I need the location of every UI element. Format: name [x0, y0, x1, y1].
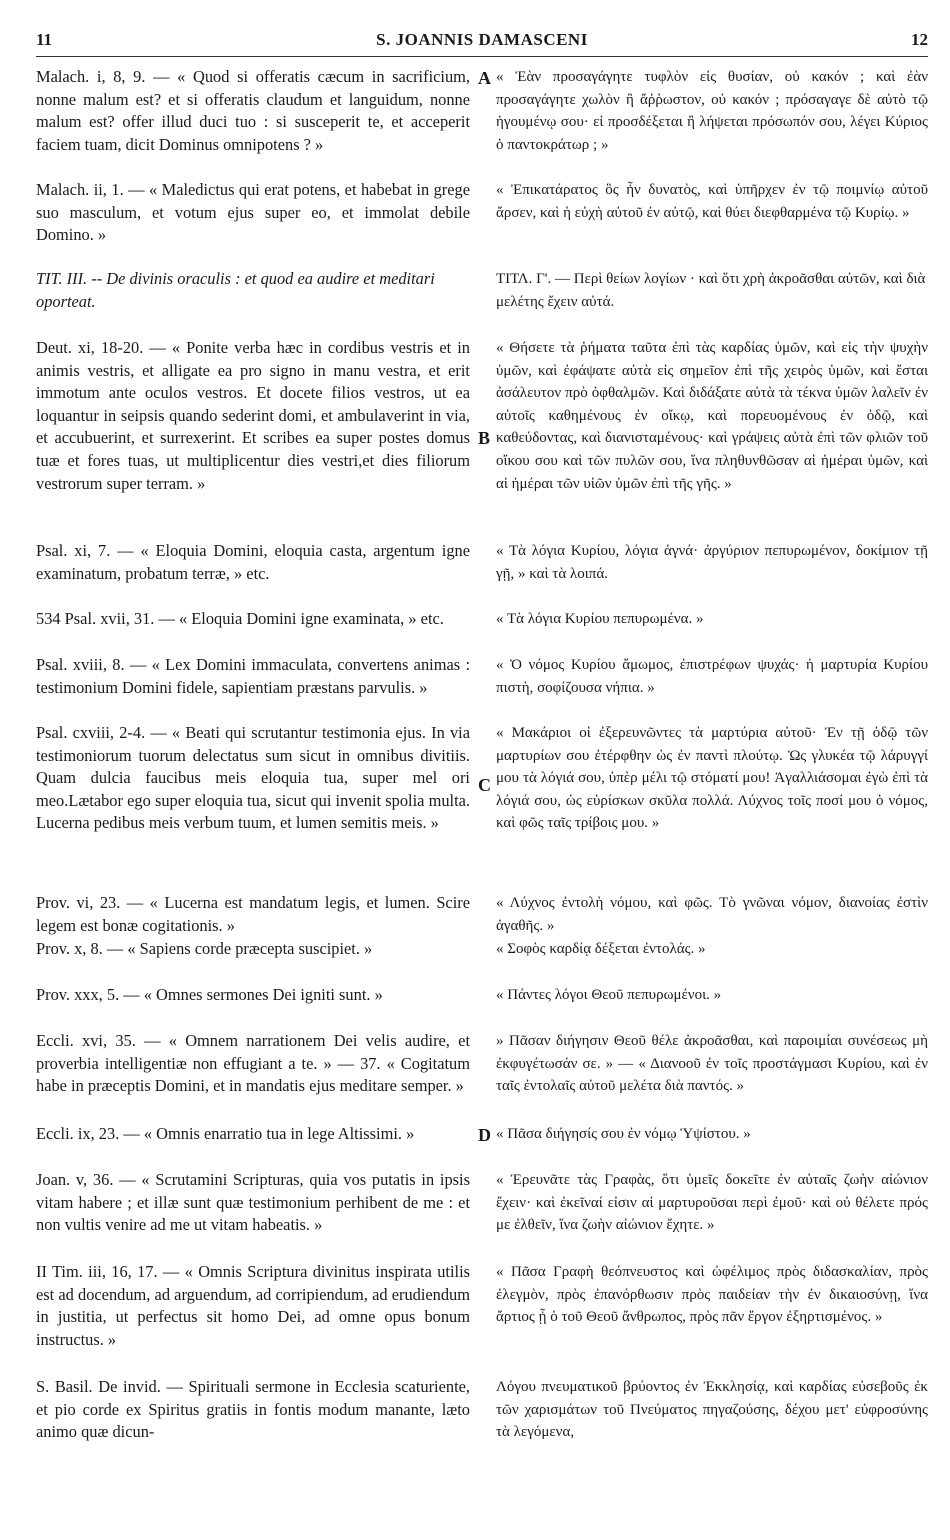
latin-paragraph: II Tim. iii, 16, 17. — « Omnis Scriptura divinitus inspirata utilis est ad docendum, ad arguendum, ad corripiendum, ad erudiendum in justitia, ut perfectus sit homo Dei, ad omne opus bonum instructus. »: [36, 1262, 470, 1349]
latin-paragraph: Malach. i, 8, 9. — « Quod si offeratis cæcum in sacrificium, nonne malum est? et si offeratis claudum et languidum, nonne malum est? offer illud duci tuo : si susceperit te, et acceperit faciem tuam, dicit Dominus omnipotens ? »: [36, 67, 470, 154]
greek-paragraph: » Πᾶσαν διήγησιν Θεοῦ θέλε ἀκροᾶσθαι, καὶ παροιμίαι συνέσεως μὴ ἐκφυγέτωσάν σε. » — « Διανοοῦ ἐν τοῖς προστάγμασι Κυρίου, καὶ ἐν ταῖς ἐντολαῖς αὐτοῦ μελέτα διὰ παντός. »: [496, 1033, 928, 1095]
latin-paragraph: Malach. ii, 1. — « Maledictus qui erat potens, et habebat in grege suo masculum, et votum ejus super eo, et immolat debile Domino. »: [36, 180, 470, 245]
greek-paragraph: « Πᾶσα διήγησίς σου ἐν νόμῳ Ὑψίστου. »: [496, 1126, 751, 1142]
running-title: S. JOANNIS DAMASCENI: [376, 30, 588, 49]
latin-paragraph: Eccli. ix, 23. — « Omnis enarratio tua in lege Altissimi. »: [36, 1124, 415, 1143]
latin-paragraph: Deut. xi, 18-20. — « Ponite verba hæc in cordibus vestris et in animis vestris, et alligate ea pro signo in manu vestra, et erit immotum ante oculos vestros. Et docete filios vestros, ut ea loquantur in seipsis quando sederint domi, et ambulaverint in via, et accubuerint, et surrexerint. Et scribes ea super postes domus tuæ et fores tuas, ut multiplicentur dies vestri,et dies filiorum vestrorum super terram. »: [36, 338, 470, 493]
margin-letter-a: A: [478, 68, 491, 88]
page-number-right: 12: [911, 30, 928, 49]
latin-paragraph: 534 Psal. xvii, 31. — « Eloquia Domini igne examinata, » etc.: [36, 609, 444, 628]
greek-paragraph: « Σοφὸς καρδίᾳ δέξεται ἐντολάς. »: [496, 941, 706, 957]
margin-letter-c: C: [478, 775, 491, 795]
latin-paragraph: Psal. xviii, 8. — « Lex Domini immaculata, convertens animas : testimonium Domini fidele, sapientiam præstans parvulis. »: [36, 655, 470, 697]
greek-paragraph: « Ἐπικατάρατος ὃς ἦν δυνατὸς, καὶ ὑπῆρχεν ἐν τῷ ποιμνίῳ αὐτοῦ ἄρσεν, καὶ ἡ εὐχὴ αὐτοῦ ἐν αὐτῷ, καὶ θύει διεφθαρμένα τῷ Κυρίῳ. »: [496, 182, 928, 221]
latin-paragraph: Eccli. xvi, 35. — « Omnem narrationem Dei velis audire, et proverbia intelligentiæ non effugiant a te. » — 37. « Cogitatum habe in præceptis Domini, et in mandatis ejus meditare semper. »: [36, 1031, 470, 1096]
latin-paragraph: Psal. xi, 7. — « Eloquia Domini, eloquia casta, argentum igne examinatum, probatum terræ, » etc.: [36, 541, 470, 583]
latin-paragraph: S. Basil. De invid. — Spirituali sermone in Ecclesia scaturiente, et pio corde ex Spiritus gratiis in fontis modum manante, læto animo quæ dicun-: [36, 1377, 470, 1442]
running-header: [36, 30, 928, 57]
greek-paragraph: « Ἐὰν προσαγάγητε τυφλὸν εἰς θυσίαν, οὐ κακόν ; καὶ ἐὰν προσαγάγητε χωλὸν ἢ ἄῤῥωστον, οὐ κακόν ; πρόσαγαγε δὲ αὐτὸ τῷ ἡγουμένῳ σου· εἰ προσδέξεται ἢ λήψεται πρόσωπόν σου, λέγει Κύριος ὁ παντοκράτωρ ; »: [496, 69, 928, 153]
greek-paragraph: « Ὁ νόμος Κυρίου ἄμωμος, ἐπιστρέφων ψυχάς· ἡ μαρτυρία Κυρίου πιστὴ, σοφίζουσα νήπια. »: [496, 657, 928, 696]
greek-paragraph: « Πάντες λόγοι Θεοῦ πεπυρωμένοι. »: [496, 987, 722, 1003]
margin-letter-b: B: [478, 428, 491, 448]
margin-letter-d: D: [478, 1125, 491, 1145]
latin-paragraph: Prov. x, 8. — « Sapiens corde præcepta suscipiet. »: [36, 939, 373, 958]
latin-paragraph: Psal. cxviii, 2-4. — « Beati qui scrutantur testimonia ejus. In via testimoniorum tuorum delectatus sum sicut in omnibus divitiis. Quam dulcia faucibus meis eloquia tua, super mel ori meo.Lætabor ego super eloquia tua, sicut qui invenit spolia multa. Lucerna pedibus meis verbum tuum, et lumen semitis meis. »: [36, 723, 470, 833]
greek-paragraph: « Τὰ λόγια Κυρίου πεπυρωμένα. »: [496, 611, 704, 627]
page-number-left: 11: [36, 30, 53, 49]
greek-paragraph: « Λύχνος ἐντολὴ νόμου, καὶ φῶς. Τὸ γνῶναι νόμον, διανοίας ἐστὶν ἀγαθῆς. »: [496, 895, 928, 934]
greek-paragraph: « Τὰ λόγια Κυρίου, λόγια ἁγνά· ἀργύριον πεπυρωμένον, δοκίμιον τῇ γῇ, » καὶ τὰ λοιπά.: [496, 543, 928, 582]
latin-paragraph: Joan. v, 36. — « Scrutamini Scripturas, quia vos putatis in ipsis vitam habere ; et illæ sunt quæ testimonium perhibent de me : et non vultis venire ad me ut vitam habeatis. »: [36, 1170, 470, 1235]
latin-paragraph: Prov. xxx, 5. — « Omnes sermones Dei igniti sunt. »: [36, 985, 383, 1004]
greek-paragraph: « Πᾶσα Γραφὴ θεόπνευστος καὶ ὠφέλιμος πρὸς διδασκαλίαν, πρὸς ἐλεγμὸν, πρὸς ἐπανόρθωσιν πρὸς παιδείαν τὴν ἐν δικαιοσύνῃ, ἵνα ἄρτιος ᾖ ὁ τοῦ Θεοῦ ἄνθρωπος, πρὸς πᾶν ἔργον ἐξηρτισμένος. »: [496, 1264, 928, 1326]
latin-title: TIT. III. -- De divinis oraculis : et quod ea audire et meditari oporteat.: [36, 269, 435, 311]
greek-title: ΤΙΤΛ. Γ'. — Περὶ θείων λογίων · καὶ ὅτι χρὴ ἀκροᾶσθαι αὐτῶν, καὶ διὰ μελέτης ἔχειν αὐτά.: [496, 271, 926, 310]
greek-paragraph: « Θήσετε τὰ ῥήματα ταῦτα ἐπὶ τὰς καρδίας ὑμῶν, καὶ εἰς τὴν ψυχὴν ὑμῶν, καὶ ἐφάψατε αὐτὰ εἰς σημεῖον ἐπὶ τῆς χειρὸς ὑμῶν, καὶ ἔσται ἀσάλευτον πρὸ ὀφθαλμῶν. Καὶ διδάξατε αὐτὰ τὰ τέκνα ὑμῶν λαλεῖν ἐν αὐτοῖς καθημένους ἐν οἴκῳ, καὶ πορευομένους ἐν ὁδῷ, καὶ καθεύδοντας, καὶ διανισταμένους· καὶ γράψεις αὐτὰ ἐπὶ τῶν φλιῶν τοῦ οἴκου σου καὶ τῶν πυλῶν σου, ἵνα πληθυνθῶσαν αἱ ἡμέραι ὑμῶν, καὶ αἱ ἡμέραι τῶν υἱῶν ὑμῶν ἐπὶ τῆς γῆς. »: [496, 340, 928, 492]
greek-paragraph: « Ἐρευνᾶτε τὰς Γραφὰς, ὅτι ὑμεῖς δοκεῖτε ἐν αὐταῖς ζωὴν αἰώνιον ἔχειν· καὶ ἐκεῖναί εἰσιν αἱ μαρτυροῦσαι περὶ ἐμοῦ· καὶ οὐ θέλετε πρός με ἐλθεῖν, ἵνα ζωὴν αἰώνιον ἔχητε. »: [496, 1172, 928, 1234]
latin-paragraph: Prov. vi, 23. — « Lucerna est mandatum legis, et lumen. Scire legem est bonæ cogitationis. »: [36, 893, 470, 935]
greek-paragraph: « Μακάριοι οἱ ἐξερευνῶντες τὰ μαρτύρια αὐτοῦ· Ἐν τῇ ὁδῷ τῶν μαρτυρίων σου ἐτέρφθην ὡς ἐν παντὶ πλούτῳ. Ὡς γλυκέα τῷ λάρυγγί μου τὰ λόγιά σου, ὑπὲρ μέλι τῷ στόματί μου! Ἀγαλλιάσομαι ἐγὼ ἐπὶ τὰ λόγιά σου, ὡς εὑρίσκων σκῦλα πολλά. Λύχνος τοῖς ποσί μου ὁ νόμος, καὶ φῶς ταῖς τρίβοις μου. »: [496, 725, 928, 832]
greek-paragraph: Λόγου πνευματικοῦ βρύοντος ἐν Ἐκκλησίᾳ, καὶ καρδίας εὐσεβοῦς ἐκ τῶν χαρισμάτων τοῦ Πνεύματος πηγαζούσης, δέχου μετ' εὐφροσύνης τὰ λεγόμενα,: [496, 1379, 928, 1441]
